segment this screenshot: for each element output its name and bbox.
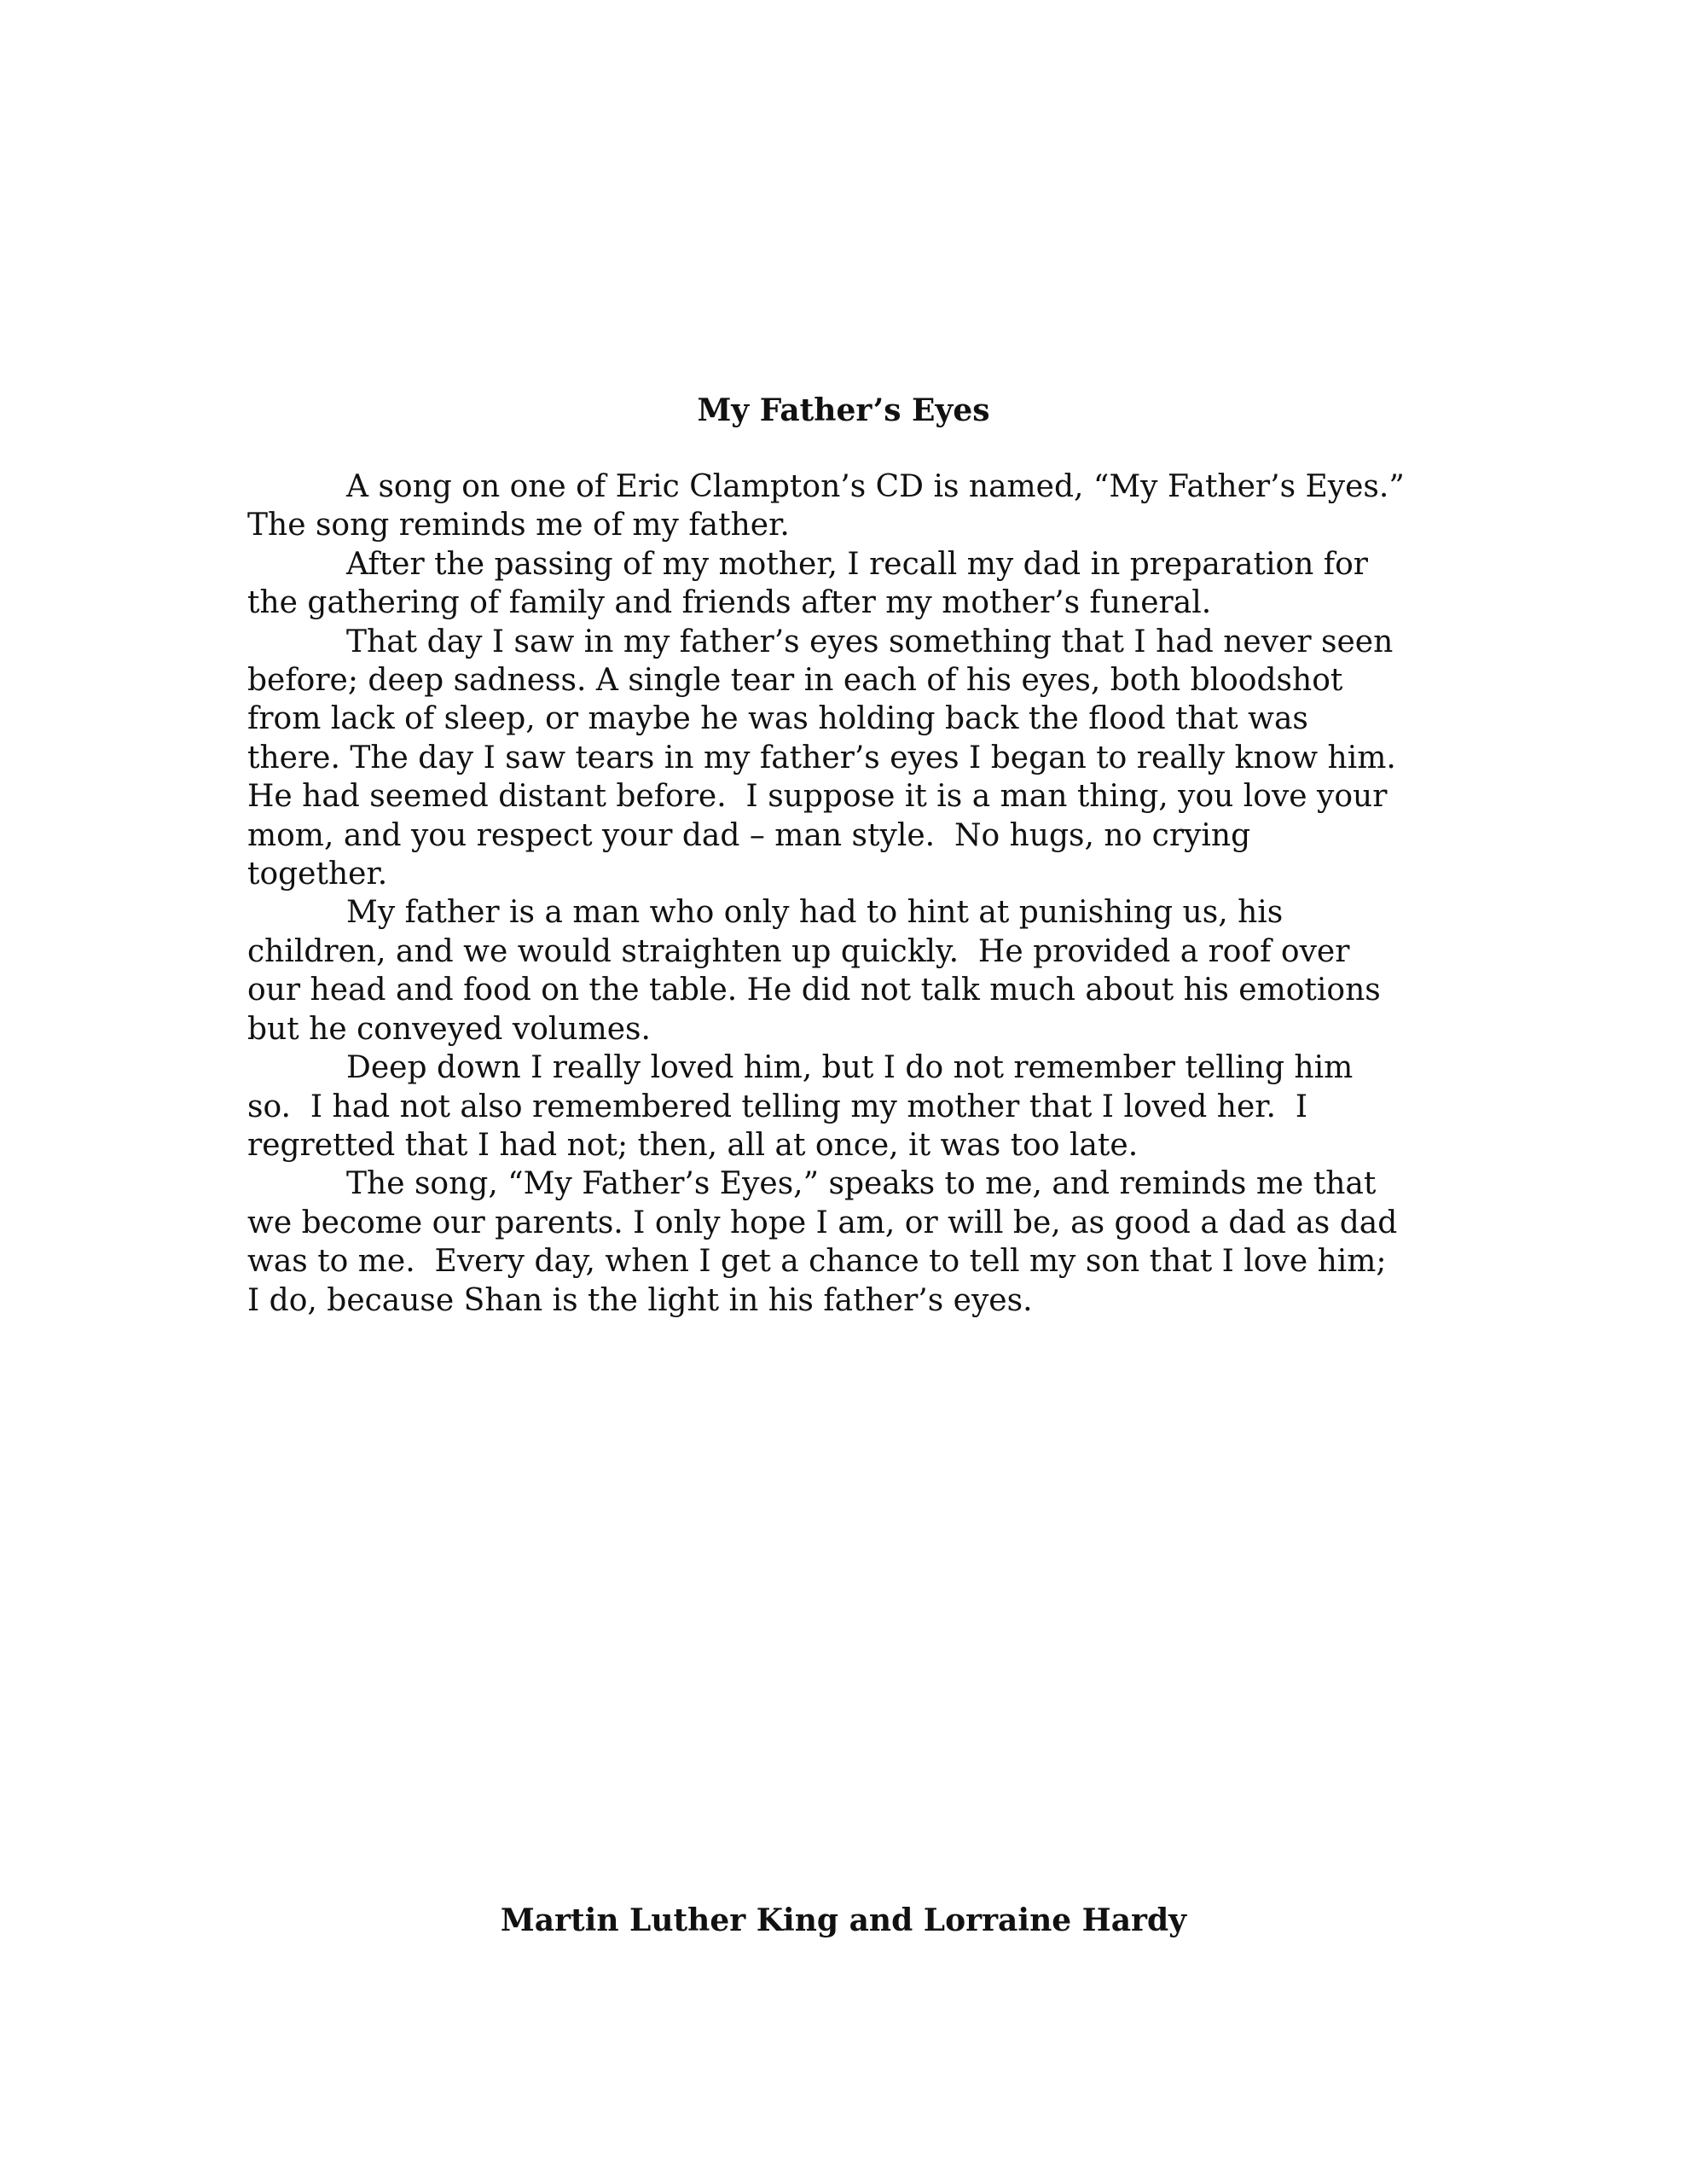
paragraph-6 bbox=[247, 1165, 1458, 1320]
paragraph-line: from lack of sleep, or maybe he was holding back the flood that was bbox=[247, 701, 1308, 737]
document-body bbox=[247, 468, 1458, 1320]
paragraph-line: mom, and you respect your dad – man style. No hugs, no crying bbox=[247, 817, 1251, 853]
paragraph-line: together. bbox=[247, 857, 388, 892]
paragraph-line: I do, because Shan is the light in his father’s eyes. bbox=[247, 1282, 1033, 1318]
paragraph-line: we become our parents. I only hope I am, or will be, as good a dad as dad bbox=[247, 1205, 1398, 1240]
paragraph-line: the gathering of family and friends after my mother’s funeral. bbox=[247, 585, 1212, 621]
paragraph-line: so. I had not also remembered telling my mother that I loved her. I bbox=[247, 1089, 1308, 1124]
paragraph-line: our head and food on the table. He did not talk much about his emotions bbox=[247, 973, 1381, 1008]
document-title: My Father’s Eyes bbox=[697, 392, 990, 428]
paragraph-2 bbox=[247, 545, 1458, 623]
paragraph-line: was to me. Every day, when I get a chance to tell my son that I love him; bbox=[247, 1244, 1387, 1280]
paragraph-1 bbox=[247, 468, 1458, 545]
paragraph-line: The song, “My Father’s Eyes,” speaks to me, and reminds me that bbox=[346, 1166, 1377, 1202]
paragraph-line: He had seemed distant before. I suppose it is a man thing, you love your bbox=[247, 779, 1388, 815]
paragraph-line: A song on one of Eric Clampton’s CD is named, “My Father’s Eyes.” bbox=[346, 469, 1405, 504]
paragraph-3 bbox=[247, 623, 1458, 894]
paragraph-line: My father is a man who only had to hint at punishing us, his bbox=[346, 895, 1284, 931]
paragraph-line: After the passing of my mother, I recall my dad in preparation for bbox=[346, 546, 1368, 582]
paragraph-line: there. The day I saw tears in my father’s eyes I began to really know him. bbox=[247, 740, 1396, 775]
paragraph-line: That day I saw in my father’s eyes something that I had never seen bbox=[346, 624, 1394, 659]
paragraph-5 bbox=[247, 1048, 1458, 1165]
paragraph-line: Deep down I really loved him, but I do not remember telling him bbox=[346, 1050, 1354, 1086]
paragraph-line: regretted that I had not; then, all at once, it was too late. bbox=[247, 1127, 1139, 1163]
paragraph-4 bbox=[247, 893, 1458, 1048]
paragraph-line: before; deep sadness. A single tear in each of his eyes, both bloodshot bbox=[247, 663, 1343, 699]
author-signature: Martin Luther King and Lorraine Hardy bbox=[500, 1902, 1187, 1938]
paragraph-line: but he conveyed volumes. bbox=[247, 1011, 651, 1047]
paragraph-line: children, and we would straighten up quickly. He provided a roof over bbox=[247, 933, 1350, 969]
paragraph-line: The song reminds me of my father. bbox=[247, 508, 790, 543]
